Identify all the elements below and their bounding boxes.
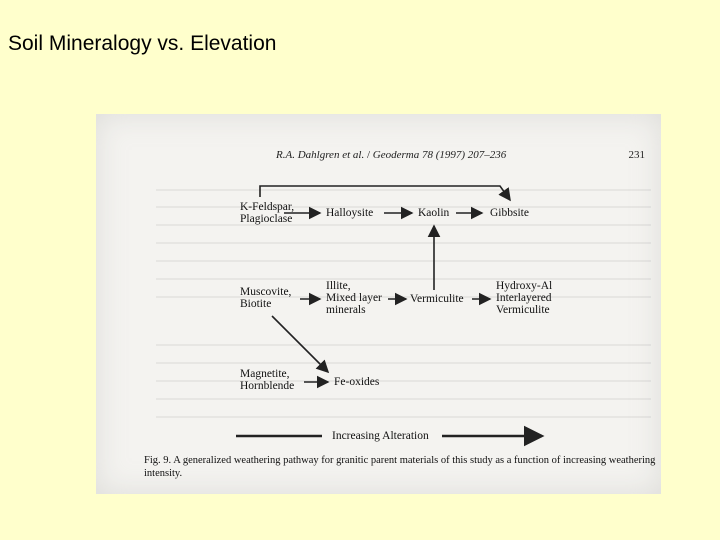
node-k-feldspar: K-Feldspar, Plagioclase [240,201,295,225]
caption-text: A generalized weathering pathway for granitic parent materials of this study as a function of increasing weathering intensity. [144,455,656,479]
figure-caption [144,454,661,480]
node-halloysite: Halloysite [326,207,374,219]
node-vermiculite: Vermiculite [410,293,464,305]
page-number: 231 [628,149,645,161]
slide-title: Soil Mineralogy vs. Elevation [8,32,277,55]
node-gibbsite: Gibbsite [490,207,529,219]
header-journal: Geoderma 78 (1997) 207–236 [372,149,507,161]
node-fe-oxides: Fe-oxides [334,376,380,388]
node-hydroxy-al: Hydroxy-Al Interlayered Vermiculite [496,280,553,316]
label-increasing-alteration: Increasing Alteration [332,430,429,442]
caption-label: Fig. 9. [144,455,172,466]
scanned-figure [96,114,661,494]
node-magnetite: Magnetite, Hornblende [240,368,295,392]
node-muscovite: Muscovite, Biotite [240,286,292,310]
journal-header: R.A. Dahlgren et al. / Geoderma 78 (1997) 207–236 [276,149,507,161]
arrow-biotite-to-feoxides [272,316,328,372]
header-authors: R.A. Dahlgren et al. [276,149,365,161]
arrow-feldspar-to-gibbsite [260,186,510,200]
node-kaolin: Kaolin [418,207,450,219]
node-illite: Illite, Mixed layer minerals [326,280,382,316]
